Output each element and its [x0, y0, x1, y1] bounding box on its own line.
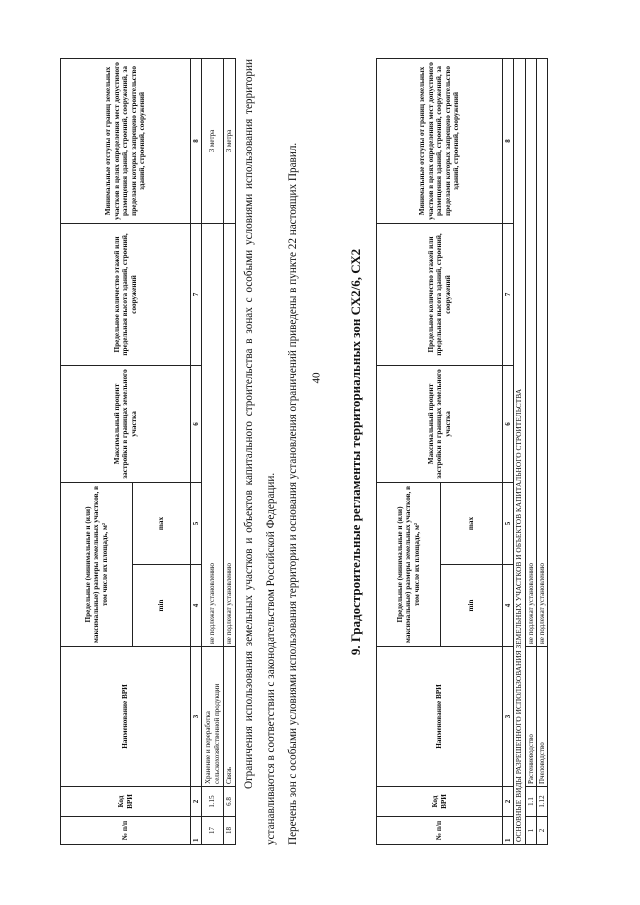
- row-code: 1.1: [526, 787, 537, 817]
- row-code: 6.8: [224, 787, 236, 817]
- rotated-page-content: [60, 59, 580, 845]
- header-plot-size: Предельные (минимальные и (или) максимальные) размеры земельных участков, в том числе их площадь, м²: [377, 482, 441, 646]
- row-name: Связь: [224, 647, 236, 787]
- table-row: [224, 58, 236, 844]
- row-size: не подлежат установлению: [202, 223, 224, 646]
- header-floors: Предельное количество этажей или предельная высота зданий, строений, сооружений: [377, 223, 503, 365]
- header-name: Наименование ВРИ: [61, 647, 191, 787]
- row-code: 1.15: [202, 787, 224, 817]
- row-name: Растениеводство: [526, 647, 537, 787]
- column-number: 2: [503, 787, 514, 817]
- column-number: 1: [503, 817, 514, 845]
- section-heading: 9. Градостроительные регламенты территориальных зон СХ2/6, СХ2: [348, 248, 363, 656]
- column-number: 7: [503, 223, 514, 365]
- header-build-percent: Максимальный процент застройки в границах земельного участка: [61, 365, 191, 482]
- row-number: 1: [526, 817, 537, 845]
- header-name: Наименование ВРИ: [377, 647, 503, 787]
- column-number: 5: [503, 482, 514, 564]
- row-name: Пчеловодство: [537, 647, 548, 787]
- header-build-percent: Максимальный процент застройки в границах земельного участка: [377, 365, 503, 482]
- column-number: 5: [191, 482, 202, 564]
- column-number: 4: [191, 565, 202, 647]
- row-indent: 3 метра: [224, 58, 236, 223]
- header-number: № п/п: [377, 817, 503, 845]
- column-number: 7: [191, 223, 202, 365]
- column-number: 3: [503, 647, 514, 787]
- row-size: не подлежат установлению: [537, 58, 548, 646]
- regulations-table-cx2: [376, 58, 548, 845]
- column-number: 1: [191, 817, 202, 845]
- section-title-row: ОСНОВНЫЕ ВИДЫ РАЗРЕШЕННОГО ИСПОЛЬЗОВАНИЯ ЗЕМЕЛЬНЫХ УЧАСТКОВ И ОБЪЕКТОВ КАПИТАЛЬНОГО СТРОИТЕЛЬСТВА: [514, 58, 526, 844]
- column-number: 6: [503, 365, 514, 482]
- row-size: не подлежат установлению: [526, 58, 537, 646]
- header-code: Код ВРИ: [61, 787, 191, 817]
- column-number: 3: [191, 647, 202, 787]
- header-plot-size: Предельные (минимальные и (или) максимальные) размеры земельных участков, в том числе их площадь, м²: [61, 482, 133, 646]
- header-floors: Предельное количество этажей или предельная высота зданий, строений, сооружений: [61, 223, 191, 365]
- column-number: 8: [503, 58, 514, 223]
- header-number: № п/п: [61, 817, 191, 845]
- table-row: [202, 58, 224, 844]
- column-number: 4: [503, 565, 514, 647]
- row-number: 2: [537, 817, 548, 845]
- row-number: 17: [202, 817, 224, 845]
- restrictions-paragraph: Ограничения использования земельных участков и объектов капитального строительства в зонах с особыми условиями использования территории устанавливаются в соответствии с законодательством Российской Федерации.: [243, 59, 277, 845]
- page-number: 40: [310, 372, 323, 384]
- column-number: 2: [191, 787, 202, 817]
- column-number: 6: [191, 365, 202, 482]
- header-max: max: [133, 482, 191, 564]
- header-indent: Минимальные отступы от границ земельных участков в целях определения мест допустимого размещения зданий, строений, сооружений, за пределами которых запрещено строительство зданий, строений, сооружений: [61, 58, 191, 223]
- column-number: 8: [191, 58, 202, 223]
- zones-list-paragraph: Перечень зон с особыми условиями использования территории и основания установления ограничений приведены в пункте 22 настоящих Правил.: [287, 142, 299, 845]
- regulations-table-continued: [60, 58, 236, 845]
- table-row: [526, 58, 537, 844]
- header-code: Код ВРИ: [377, 787, 503, 817]
- row-size: не подлежат установлению: [224, 223, 236, 646]
- header-min: min: [133, 565, 191, 647]
- row-number: 18: [224, 817, 236, 845]
- header-min: min: [441, 565, 503, 647]
- row-code: 1.12: [537, 787, 548, 817]
- header-indent: Минимальные отступы от границ земельных участков в целях определения мест допустимого размещения зданий, строений, сооружений, за пределами которых запрещено строительство зданий, строений, сооружений: [377, 58, 503, 223]
- row-name: Хранение и переработка сельскохозяйственной продукции: [202, 647, 224, 787]
- row-indent: 3 метра: [202, 58, 224, 223]
- table-row: [537, 58, 548, 844]
- header-max: max: [441, 482, 503, 564]
